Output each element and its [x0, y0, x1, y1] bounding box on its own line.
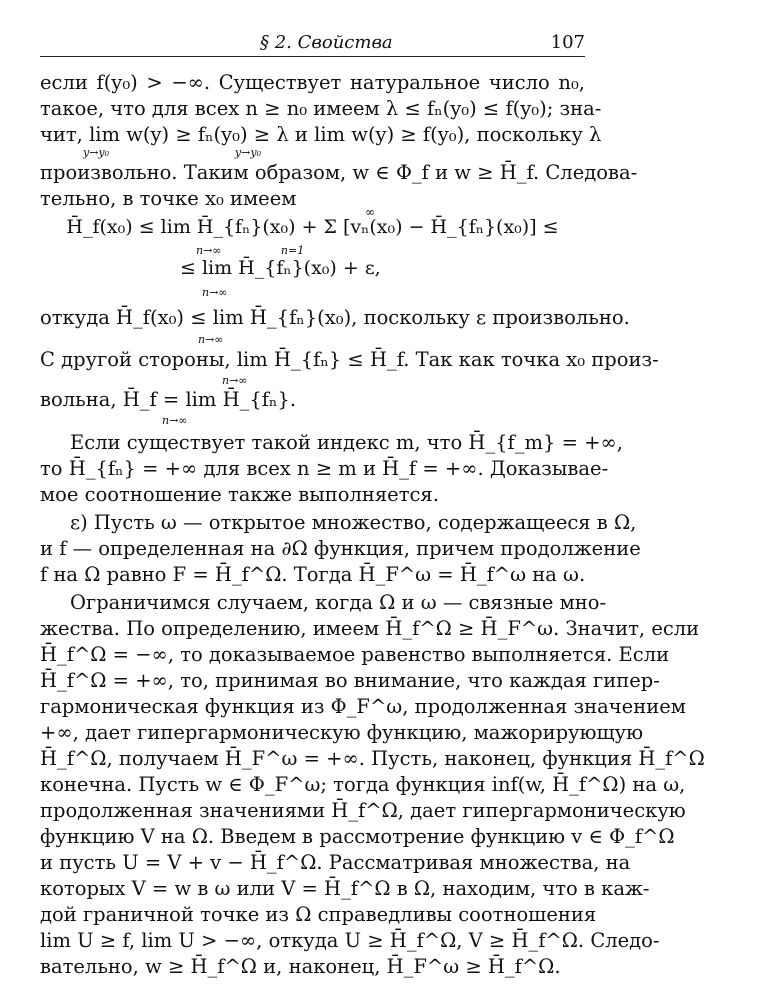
- text-line: вольна, H̄_f = lim H̄_{fₙ}.: [40, 388, 297, 411]
- display-equation: ≤ lim H̄_{fₙ}(x₀) + ε,: [180, 257, 381, 279]
- text-line: то H̄_{fₙ} = +∞ для всех n ≥ m и H̄_f = +∞. Доказывае-: [40, 457, 609, 480]
- text-line: функцию V на Ω. Введем в рассмотрение функцию v ∈ Φ_f^Ω: [40, 825, 675, 848]
- section-title: § 2. Свойства: [260, 32, 393, 53]
- limit-subscript: n→∞: [162, 414, 188, 427]
- limit-subscript: n→∞: [222, 374, 248, 387]
- paragraph-start: Если существует такой индекс m, что H̄_{f_m} = +∞,: [70, 431, 623, 454]
- paragraph-start: Ограничимся случаем, когда Ω и ω — связные мно-: [70, 591, 607, 614]
- text-line: f на Ω равно F = H̄_f^Ω. Тогда H̄_F^ω = H̄_f^ω на ω.: [40, 563, 586, 586]
- running-header: [40, 30, 585, 57]
- equation-subscript: n→∞ n=1: [196, 244, 305, 257]
- text-line: продолженная значениями H̄_f^Ω, дает гипергармоническую: [40, 799, 686, 822]
- text-line: H̄_f^Ω, получаем H̄_F^ω = +∞. Пусть, наконец, функция H̄_f^Ω: [40, 747, 705, 770]
- text-line: lim U ≥ f, lim U > −∞, откуда U ≥ H̄_f^Ω, V ≥ H̄_f^Ω. Следо-: [40, 929, 660, 952]
- text-line: дой граничной точке из Ω справедливы соотношения: [40, 903, 597, 926]
- text-line: H̄_f^Ω = −∞, то доказываемое равенство выполняется. Если: [40, 643, 670, 666]
- text-line: и пусть U = V + v − H̄_f^Ω. Рассматривая множества, на: [40, 851, 631, 874]
- text-line: конечна. Пусть w ∈ Φ_F^ω; тогда функция inf(w, H̄_f^Ω) на ω,: [40, 773, 686, 796]
- paragraph-start: ε) Пусть ω — открытое множество, содержащееся в Ω,: [70, 511, 637, 534]
- text-line: и f — определенная на ∂Ω функция, причем продолжение: [40, 537, 641, 560]
- text-line: если f(y₀) > −∞. Существует натуральное число n₀,: [40, 71, 585, 94]
- sum-upper-limit: ∞: [365, 205, 375, 219]
- text-line: которых V = w в ω или V = H̄_f^Ω в Ω, находим, что в каж-: [40, 877, 650, 900]
- display-equation: H̄_f(x₀) ≤ lim H̄_{fₙ}(x₀) + Σ [vₙ(x₀) − H̄_{fₙ}(x₀)] ≤: [66, 216, 559, 238]
- page-number: 107: [550, 32, 585, 53]
- limit-subscript: y→y₀ y→y₀: [83, 146, 261, 159]
- text-line: С другой стороны, lim H̄_{fₙ} ≤ H̄_f. Так как точка x₀ произ-: [40, 348, 659, 371]
- equation-subscript: n→∞: [202, 286, 228, 299]
- text-line: произвольно. Таким образом, w ∈ Φ_f и w ≥ H̄_f. Следова-: [40, 161, 638, 184]
- text-line: H̄_f^Ω = +∞, то, принимая во внимание, что каждая гипер-: [40, 669, 660, 692]
- text-line: откуда H̄_f(x₀) ≤ lim H̄_{fₙ}(x₀), поскольку ε произвольно.: [40, 306, 630, 329]
- text-line: вательно, w ≥ H̄_f^Ω и, наконец, H̄_F^ω ≥ H̄_f^Ω.: [40, 955, 561, 978]
- text-line: мое соотношение также выполняется.: [40, 483, 439, 506]
- text-line: жества. По определению, имеем H̄_f^Ω ≥ H̄_F^ω. Значит, если: [40, 617, 700, 640]
- text-line: чит, lim w(y) ≥ fₙ(y₀) ≥ λ и lim w(y) ≥ f(y₀), поскольку λ: [40, 123, 602, 146]
- text-line: +∞, дает гипергармоническую функцию, мажорирующую: [40, 721, 644, 744]
- text-line: гармоническая функция из Φ_F^ω, продолженная значением: [40, 695, 686, 718]
- text-line: тельно, в точке x₀ имеем: [40, 187, 297, 210]
- limit-subscript: n→∞: [198, 333, 224, 346]
- text-line: такое, что для всех n ≥ n₀ имеем λ ≤ fₙ(y₀) ≤ f(y₀); зна-: [40, 97, 602, 120]
